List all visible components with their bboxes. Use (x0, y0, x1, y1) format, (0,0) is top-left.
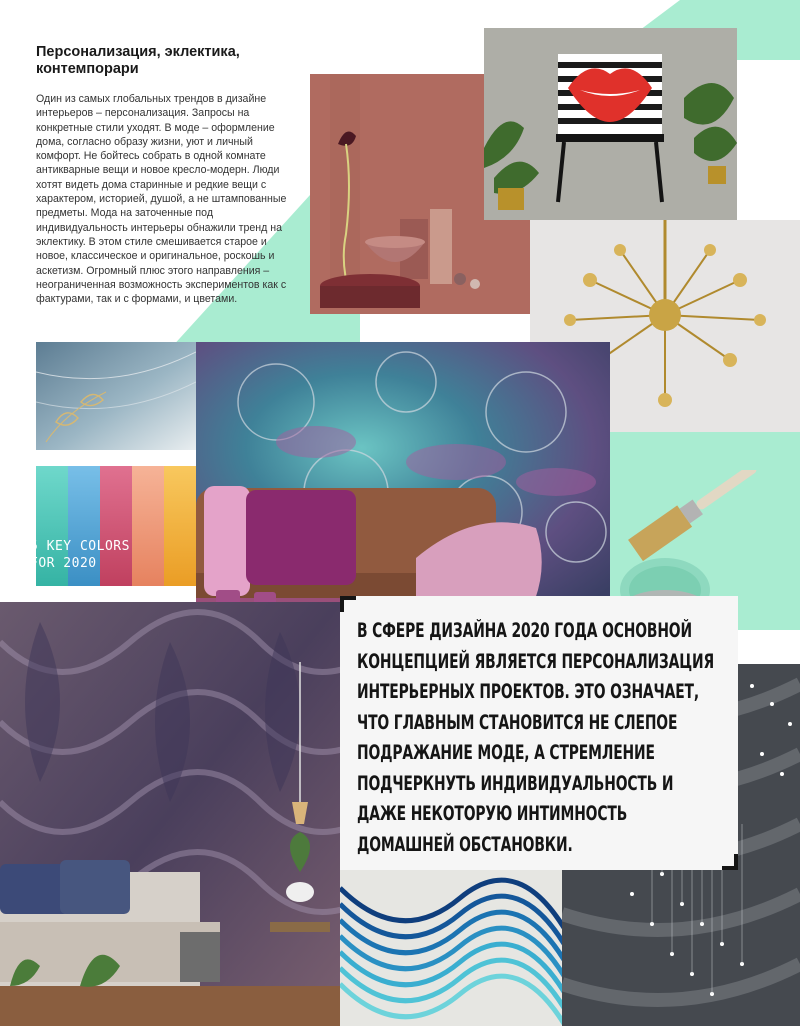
key-colors-caption (30, 538, 190, 572)
wave-sculpture-photo (340, 868, 562, 1026)
lips-cabinet-photo (484, 28, 737, 220)
embroidered-fabric-photo (36, 342, 196, 450)
key-colors-caption-line2: FOR 2020 (30, 556, 97, 571)
quote-corner-bottom-right (722, 854, 738, 870)
bedroom-wallpaper-photo (0, 602, 340, 1026)
intro-body: Один из самых глобальных трендов в дизайне интерьеров – персонализация. Запросы на конкретные стили уходят. В моде – оформление дома, согласно образу жизни, уют и личный комфорт. Не бойтесь собрать в одной комнате антикварные вещи и новое кресло-модерн. Люди хотят видеть дома старинные и редкие вещи с характером, историей, душой, а не штампованные предметы. Мода на заточенные под индивидуальность интерьеры обнажили тренд на эклектику. В этом стиле смешивается старое и новое, классическое и оригинальное, роскошь и аскетизм. Огромный плюс этого направления – неограниченная возможность экспериментов как с фактурами, так и с формами, и цветами. (36, 93, 287, 306)
intro-section (36, 44, 298, 306)
quote-corner-top-left (340, 596, 356, 612)
quote-block (340, 596, 738, 870)
quote-text: В СФЕРЕ ДИЗАЙНА 2020 ГОДА ОСНОВНОЙ КОНЦЕПЦИЕЙ ЯВЛЯЕТСЯ ПЕРСОНАЛИЗАЦИЯ ИНТЕРЬЕРНЫХ ПРОЕКТОВ. ЭТО ОЗНАЧАЕТ, ЧТО ГЛАВНЫМ СТАНОВИТСЯ НЕ СЛЕПОЕ ПОДРАЖАНИЕ МОДЕ, А СТРЕМЛЕНИЕ ПОДЧЕРКНУТЬ ИНДИВИДУАЛЬНОСТЬ И ДАЖЕ НЕКОТОРУЮ ИНТИМНОСТЬ ДОМАШНЕЙ ОБСТАНОВКИ. (357, 619, 715, 856)
intro-title: Персонализация, эклектика, контемпорари (36, 44, 240, 77)
key-colors-caption-line1: 5 KEY COLORS (30, 539, 130, 554)
